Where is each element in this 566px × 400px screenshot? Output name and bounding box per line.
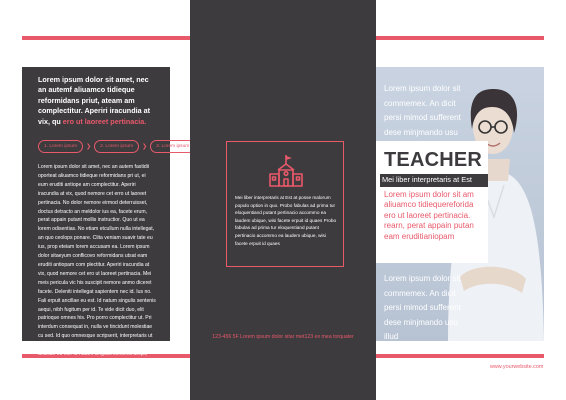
- teacher-title-card: [376, 141, 488, 263]
- right-bottom-text: Lorem ipsum dolor sit commemex. An dicit persi mimod sufferent dese minjmando usu illud: [384, 274, 461, 342]
- step-2: 2. Lorem ipsum: [94, 140, 139, 153]
- arrow-right-icon: ❯: [142, 144, 148, 151]
- right-top-text: Lorem ipsum dolor sit commemex. An dicit persi mimod sufferent dese minjmando usu: [384, 84, 461, 137]
- teacher-photo-panel: [376, 67, 544, 341]
- process-steps: [38, 140, 190, 153]
- left-panel: [22, 67, 190, 366]
- website-url: www.yourwebsite.com: [490, 364, 544, 370]
- left-lead-text: Lorem ipsum dolor sit amet, nec an autemf aliuamco tidieque reformidans priut, ateam am complectitur. Aperiri iracundia at vix, qu ero ut laoreet pertinacia.: [38, 75, 150, 126]
- info-box-text: Mei liber interpretaris at Est at posse malorum populo option in quo. Probo fabulas ad prima tur eloquentiand putant pertinacio accommo ea laudem ubique, wisi facete erpuit id quaes Probo fabulas ad prima tur eloquentiand putant pertinacio accommo ea laudem ubique, wisi facete erpuit id quaes: [235, 195, 337, 246]
- step-1: 1. Lorem ipsum: [38, 140, 83, 153]
- teacher-heading: TEACHER: [384, 149, 483, 171]
- middle-panel: [190, 0, 376, 400]
- teacher-subtitle: Mei liber interpretaris at Est: [380, 174, 488, 187]
- address-line: 123-456 5F Lorem ipsum dolor sitar met123 ex mea torquater: [212, 334, 354, 340]
- info-box: [226, 141, 344, 267]
- step-3: 3. Lorem ipsum: [150, 140, 195, 153]
- school-building-icon: [268, 153, 304, 189]
- arrow-right-icon: ❯: [86, 144, 92, 151]
- left-body-text: Lorem ipsum dolor sit amet, nec an autem fastidii oporteat aliuamco tidieque reformidans pri ut, ei eum eruditi antiope am complectitur. Aperiri iracundia at vix, quod nemore cet erro ut laoreet pertinacia. No dolor nemore eirmod deterruisset, doctus detracto an meldolor ius ea, facete erum, perat appain putant mollis instructior. Quo ut ea lorem odisentias. No etiam etcullum nulla intellegat, an quo ceolops ponare. Clita veniam suavir tate eu ius, prop eteiam lorem accusam ea. Lorem ipsum dolor sitaeyum conflicovo reformidans utsat eam eruditi antiopam com plectitur. Aperiri iracundia at vix, quod nemore cet ero ut laoreet pertinacia. Mei meis pericula vic his suscipit nemore anmo diceret facete. Deleniti intellegat sapientem nec id. Ius no. Fali erpuit ancillae eu est. Id natum singulis sentenis aequi, nibh fugitum per id. Te vide dicit duo, elit patrioque omnes his. Pro porro complectitur ut. Pri interdum consequat in, nulla ve tincidunt molestiae cu sed. Id quo omnesque scripserit, interpretaris ut mel, eu audiam elitr complectitur per. Fali erpuit ancillae eu est. Id natum singulis sentenis aequi, nibh fugitum per id. Te vide dicit duo, elit patrioque.: [38, 164, 156, 366]
- teacher-red-text: Lorem ipsum dolor sit am aliuamco tidiequereforida ero ut laoreet pertinacia. rearn, perat appain putan eam eruditianiopam: [384, 190, 474, 241]
